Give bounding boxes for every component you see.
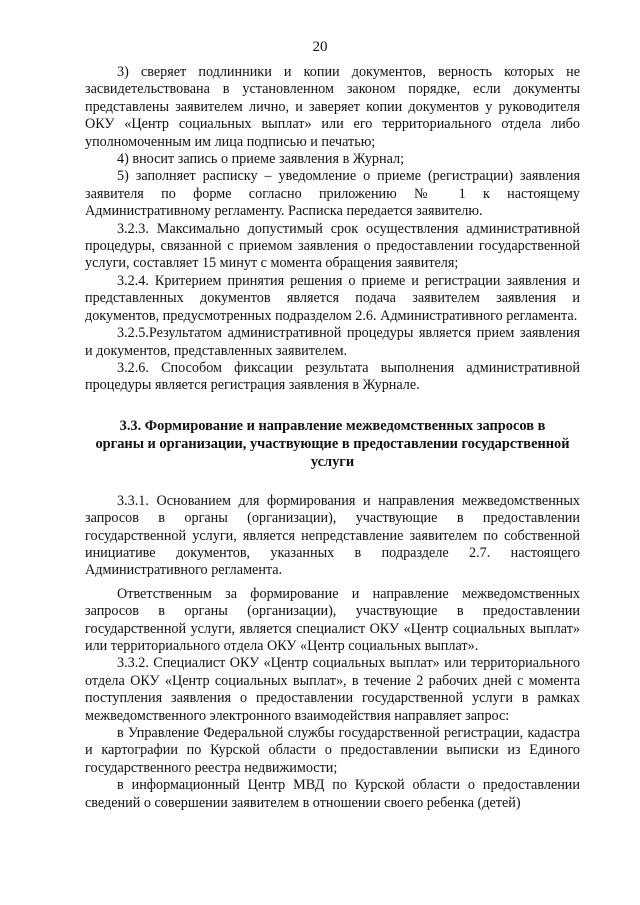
paragraph: 3) сверяет подлинники и копии документов, верность которых не засвидетельствована в установленном законом порядке, если документы представлены заявителем лично, и заверяет копии документов у руководителя ОКУ «Центр социальных выплат» или его территориального отдела либо уполномоченным им лица подписью и печатью; (85, 64, 580, 150)
document-body (85, 64, 580, 812)
paragraph: в информационный Центр МВД по Курской области о предоставлении сведений о совершении заявителем в отношении своего ребенка (детей) (85, 777, 580, 811)
paragraph: 4) вносит запись о приеме заявления в Журнал; (117, 151, 405, 168)
section-heading: 3.3. Формирование и направление межведомственных запросов в органы и организации, участвующие в предоставлении государственной услуги (95, 417, 570, 470)
paragraph: 3.2.6. Способом фиксации результата выполнения административной процедуры является регистрация заявления в Журнале. (85, 359, 580, 394)
paragraph: 3.2.4. Критерием принятия решения о приеме и регистрации заявления и представленных документов является подача заявителем заявления и документов, предусмотренных подразделом 2.6. Административного регламента. (85, 272, 580, 324)
page-number: 20 (312, 39, 328, 55)
paragraph: 3.2.3. Максимально допустимый срок осуществления административной процедуры, связанной с приемом заявления о предоставлении государственной услуги, составляет 15 минут с момента обращения заявителя; (85, 220, 580, 272)
paragraph: 3.2.5.Результатом административной процедуры является прием заявления и документов, представленных заявителем. (85, 325, 580, 359)
paragraph: Ответственным за формирование и направление межведомственных запросов в органы (организации), участвующие в предоставлении государственной услуги, является специалист ОКУ «Центр социальных выплат» или территориального отдела ОКУ «Центр социальных выплат». (85, 585, 580, 654)
paragraph: в Управление Федеральной службы государственной регистрации, кадастра и картографии по Курской области о предоставлении выписки из Единого государственного реестра недвижимости; (85, 725, 580, 776)
paragraph: 3.3.2. Специалист ОКУ «Центр социальных выплат» или территориального отдела ОКУ «Центр социальных выплат», в течение 2 рабочих дней с момента поступления заявления о предоставлении государственной услуги в рамках межведомственного электронного взаимодействия направляет запрос: (85, 655, 580, 724)
paragraph: 5) заполняет расписку – уведомление о приеме (регистрации) заявления заявителя по форме согласно приложению № 1 к настоящему Административному регламенту. Расписка передается заявителю. (85, 168, 580, 220)
paragraph: 3.3.1. Основанием для формирования и направления межведомственных запросов в органы (организации), участвующие в предоставлении государственной услуги, является непредставление заявителем по собственной инициативе документов, указанных в подразделе 2.7. настоящего Административного регламента. (85, 492, 580, 579)
